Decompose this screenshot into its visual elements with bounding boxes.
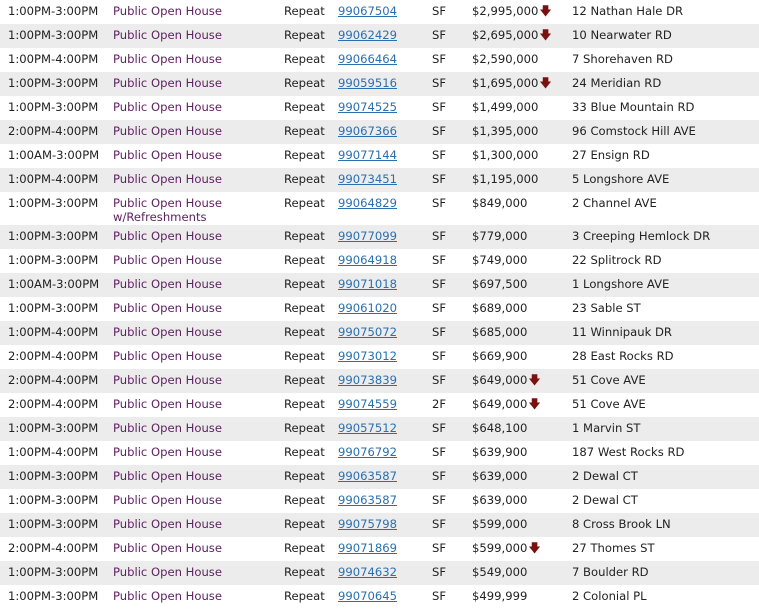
price-reduced-down-arrow-icon: 🡇	[539, 28, 552, 42]
price-cell	[472, 301, 527, 315]
repeat-status: Repeat	[284, 100, 325, 114]
list-price: $2,995,000	[472, 4, 539, 18]
property-address: 22 Splitrock RD	[572, 253, 662, 267]
event-type: Public Open House	[113, 325, 222, 339]
event-type: Public Open House	[113, 124, 222, 138]
property-type: SF	[432, 373, 447, 387]
event-type: Public Open House	[113, 493, 222, 507]
event-type: Public Open House	[113, 397, 222, 411]
table-row	[0, 489, 759, 513]
mls-number-link[interactable]: 99061020	[338, 301, 398, 315]
price-reduced-down-arrow-icon: 🡇	[528, 373, 541, 387]
event-type: Public Open House	[113, 445, 222, 459]
mls-number-link[interactable]: 99075072	[338, 325, 398, 339]
mls-number-link[interactable]: 99070645	[338, 589, 398, 603]
price-cell	[472, 124, 538, 138]
repeat-status: Repeat	[284, 421, 325, 435]
event-type: Public Open House	[113, 253, 222, 267]
event-type: Public Open House	[113, 421, 222, 435]
property-address: 2 Channel AVE	[572, 196, 657, 210]
table-row	[0, 393, 759, 417]
mls-number-link[interactable]: 99064918	[338, 253, 398, 267]
property-type: SF	[432, 589, 447, 603]
list-price: $779,000	[472, 229, 528, 243]
repeat-status: Repeat	[284, 124, 325, 138]
open-house-time: 1:00PM-3:00PM	[8, 565, 99, 579]
table-row	[0, 48, 759, 72]
table-row	[0, 168, 759, 192]
repeat-status: Repeat	[284, 493, 325, 507]
event-type: Public Open House	[113, 541, 222, 555]
repeat-status: Repeat	[284, 4, 325, 18]
repeat-status: Repeat	[284, 517, 325, 531]
property-type: SF	[432, 469, 447, 483]
table-row	[0, 72, 759, 96]
repeat-status: Repeat	[284, 172, 325, 186]
property-address: 2 Dewal CT	[572, 469, 638, 483]
price-cell	[472, 172, 538, 186]
open-house-time: 1:00PM-3:00PM	[8, 100, 99, 114]
property-type: SF	[432, 253, 447, 267]
price-reduced-down-arrow-icon: 🡇	[528, 541, 541, 555]
mls-number-link[interactable]: 99063587	[338, 469, 398, 483]
repeat-status: Repeat	[284, 397, 325, 411]
mls-number-link[interactable]: 99063587	[338, 493, 398, 507]
repeat-status: Repeat	[284, 28, 325, 42]
price-cell	[472, 52, 538, 66]
event-type: Public Open House	[113, 52, 222, 66]
property-address: 12 Nathan Hale DR	[572, 4, 684, 18]
property-address: 8 Cross Brook LN	[572, 517, 671, 531]
price-cell	[472, 325, 527, 339]
open-house-time: 1:00PM-3:00PM	[8, 196, 99, 210]
table-row	[0, 144, 759, 168]
repeat-status: Repeat	[284, 373, 325, 387]
price-cell	[472, 196, 527, 210]
event-type: Public Open House	[113, 469, 222, 483]
open-house-time: 1:00PM-4:00PM	[8, 172, 99, 186]
open-house-time: 2:00PM-4:00PM	[8, 124, 99, 138]
repeat-status: Repeat	[284, 589, 325, 603]
list-price: $669,900	[472, 349, 528, 363]
list-price: $649,000	[472, 373, 528, 387]
mls-number-link[interactable]: 99074525	[338, 100, 398, 114]
mls-number-link[interactable]: 99059516	[338, 76, 398, 90]
mls-number-link[interactable]: 99066464	[338, 52, 398, 66]
list-price: $648,100	[472, 421, 528, 435]
event-type: Public Open House	[113, 4, 222, 18]
table-row	[0, 96, 759, 120]
mls-number-link[interactable]: 99057512	[338, 421, 398, 435]
open-house-time: 2:00PM-4:00PM	[8, 397, 99, 411]
mls-number-link[interactable]: 99073012	[338, 349, 398, 363]
list-price: $849,000	[472, 196, 528, 210]
event-type: Public Open House	[113, 277, 222, 291]
mls-number-link[interactable]: 99071018	[338, 277, 398, 291]
price-cell	[472, 253, 527, 267]
table-row	[0, 273, 759, 297]
mls-number-link[interactable]: 99073839	[338, 373, 398, 387]
property-address: 2 Dewal CT	[572, 493, 638, 507]
repeat-status: Repeat	[284, 148, 325, 162]
table-row	[0, 225, 759, 249]
list-price: $649,000	[472, 397, 528, 411]
mls-number-link[interactable]: 99064829	[338, 196, 398, 210]
open-house-time: 1:00PM-3:00PM	[8, 4, 99, 18]
open-house-time: 1:00PM-3:00PM	[8, 589, 99, 603]
property-address: 3 Creeping Hemlock DR	[572, 229, 711, 243]
table-row	[0, 24, 759, 48]
property-address: 5 Longshore AVE	[572, 172, 670, 186]
property-type: SF	[432, 517, 447, 531]
price-reduced-down-arrow-icon: 🡇	[539, 76, 552, 90]
price-cell	[472, 469, 527, 483]
price-cell	[472, 4, 552, 18]
price-cell	[472, 541, 541, 555]
repeat-status: Repeat	[284, 541, 325, 555]
price-cell	[472, 349, 527, 363]
open-house-time: 1:00PM-3:00PM	[8, 301, 99, 315]
price-cell	[472, 148, 538, 162]
property-address: 51 Cove AVE	[572, 397, 646, 411]
table-row	[0, 321, 759, 345]
event-type: Public Open House	[113, 565, 222, 579]
property-address: 27 Thomes ST	[572, 541, 655, 555]
repeat-status: Repeat	[284, 277, 325, 291]
repeat-status: Repeat	[284, 52, 325, 66]
list-price: $599,000	[472, 517, 528, 531]
open-house-time: 1:00AM-3:00PM	[8, 148, 100, 162]
property-address: 10 Nearwater RD	[572, 28, 672, 42]
repeat-status: Repeat	[284, 196, 325, 210]
repeat-status: Repeat	[284, 76, 325, 90]
list-price: $639,900	[472, 445, 528, 459]
event-type: Public Open House	[113, 301, 222, 315]
table-row	[0, 441, 759, 465]
table-row	[0, 537, 759, 561]
table-row	[0, 561, 759, 585]
repeat-status: Repeat	[284, 253, 325, 267]
list-price: $639,000	[472, 469, 528, 483]
table-row	[0, 297, 759, 321]
mls-number-link[interactable]: 99071869	[338, 541, 398, 555]
property-type: SF	[432, 301, 447, 315]
table-row	[0, 417, 759, 441]
property-type: SF	[432, 445, 447, 459]
list-price: $2,695,000	[472, 28, 539, 42]
repeat-status: Repeat	[284, 445, 325, 459]
open-house-time: 1:00PM-3:00PM	[8, 469, 99, 483]
open-house-time: 1:00PM-3:00PM	[8, 229, 99, 243]
open-house-time: 1:00PM-4:00PM	[8, 445, 99, 459]
event-type: Public Open House	[113, 373, 222, 387]
price-cell	[472, 565, 527, 579]
property-type: SF	[432, 277, 447, 291]
property-address: 33 Blue Mountain RD	[572, 100, 695, 114]
property-type: 2F	[432, 397, 447, 411]
event-type: Public Open House	[113, 589, 222, 603]
property-type: SF	[432, 349, 447, 363]
list-price: $697,500	[472, 277, 528, 291]
property-type: SF	[432, 325, 447, 339]
property-address: 96 Comstock Hill AVE	[572, 124, 696, 138]
list-price: $1,695,000	[472, 76, 539, 90]
repeat-status: Repeat	[284, 229, 325, 243]
property-address: 1 Longshore AVE	[572, 277, 670, 291]
price-cell	[472, 493, 527, 507]
price-cell	[472, 76, 552, 90]
property-type: SF	[432, 421, 447, 435]
property-type: SF	[432, 28, 447, 42]
table-row	[0, 120, 759, 144]
list-price: $685,000	[472, 325, 528, 339]
property-type: SF	[432, 541, 447, 555]
open-house-time: 1:00PM-3:00PM	[8, 493, 99, 507]
property-type: SF	[432, 229, 447, 243]
open-house-time: 1:00PM-4:00PM	[8, 52, 99, 66]
repeat-status: Repeat	[284, 349, 325, 363]
price-cell	[472, 229, 527, 243]
list-price: $639,000	[472, 493, 528, 507]
table-row	[0, 249, 759, 273]
event-type: Public Open House	[113, 349, 222, 363]
open-house-time: 1:00PM-3:00PM	[8, 253, 99, 267]
property-address: 7 Shorehaven RD	[572, 52, 673, 66]
property-address: 1 Marvin ST	[572, 421, 641, 435]
property-address: 27 Ensign RD	[572, 148, 650, 162]
list-price: $2,590,000	[472, 52, 539, 66]
mls-number-link[interactable]: 99074632	[338, 565, 398, 579]
property-address: 51 Cove AVE	[572, 373, 646, 387]
price-cell	[472, 397, 541, 411]
mls-number-link[interactable]: 99076792	[338, 445, 398, 459]
event-type: Public Open House	[113, 229, 222, 243]
mls-number-link[interactable]: 99067504	[338, 4, 398, 18]
list-price: $1,499,000	[472, 100, 539, 114]
open-house-time: 1:00PM-3:00PM	[8, 28, 99, 42]
table-row	[0, 465, 759, 489]
table-row	[0, 513, 759, 537]
property-address: 11 Winnipauk DR	[572, 325, 672, 339]
event-type: Public Open House w/Refreshments	[113, 196, 222, 224]
list-price: $749,000	[472, 253, 528, 267]
open-house-time: 1:00PM-3:00PM	[8, 517, 99, 531]
open-house-time: 2:00PM-4:00PM	[8, 349, 99, 363]
property-type: SF	[432, 4, 447, 18]
open-house-time: 2:00PM-4:00PM	[8, 373, 99, 387]
repeat-status: Repeat	[284, 325, 325, 339]
list-price: $689,000	[472, 301, 528, 315]
price-cell	[472, 28, 552, 42]
property-type: SF	[432, 196, 447, 210]
repeat-status: Repeat	[284, 565, 325, 579]
property-type: SF	[432, 76, 447, 90]
mls-number-link[interactable]: 99075798	[338, 517, 398, 531]
repeat-status: Repeat	[284, 301, 325, 315]
property-address: 2 Colonial PL	[572, 589, 647, 603]
property-type: SF	[432, 100, 447, 114]
price-cell	[472, 589, 527, 603]
event-type: Public Open House	[113, 148, 222, 162]
table-row	[0, 369, 759, 393]
property-address: 7 Boulder RD	[572, 565, 649, 579]
price-reduced-down-arrow-icon: 🡇	[539, 4, 552, 18]
list-price: $599,000	[472, 541, 528, 555]
mls-number-link[interactable]: 99077099	[338, 229, 398, 243]
list-price: $1,300,000	[472, 148, 539, 162]
event-type: Public Open House	[113, 172, 222, 186]
mls-number-link[interactable]: 99077144	[338, 148, 398, 162]
open-house-time: 1:00PM-3:00PM	[8, 76, 99, 90]
price-cell	[472, 445, 527, 459]
price-cell	[472, 277, 527, 291]
property-type: SF	[432, 148, 447, 162]
event-type: Public Open House	[113, 76, 222, 90]
list-price: $549,000	[472, 565, 528, 579]
property-address: 24 Meridian RD	[572, 76, 662, 90]
property-address: 187 West Rocks RD	[572, 445, 685, 459]
property-type: SF	[432, 124, 447, 138]
open-house-time: 1:00PM-3:00PM	[8, 421, 99, 435]
property-address: 28 East Rocks RD	[572, 349, 674, 363]
property-type: SF	[432, 493, 447, 507]
mls-number-link[interactable]: 99073451	[338, 172, 398, 186]
event-type: Public Open House	[113, 517, 222, 531]
property-type: SF	[432, 172, 447, 186]
price-cell	[472, 421, 527, 435]
mls-number-link[interactable]: 99074559	[338, 397, 398, 411]
price-cell	[472, 373, 541, 387]
price-cell	[472, 517, 527, 531]
table-row	[0, 345, 759, 369]
list-price: $1,195,000	[472, 172, 539, 186]
list-price: $1,395,000	[472, 124, 539, 138]
price-cell	[472, 100, 538, 114]
event-type: Public Open House	[113, 28, 222, 42]
repeat-status: Repeat	[284, 469, 325, 483]
mls-number-link[interactable]: 99067366	[338, 124, 398, 138]
property-type: SF	[432, 52, 447, 66]
event-type: Public Open House	[113, 100, 222, 114]
open-house-time: 1:00AM-3:00PM	[8, 277, 100, 291]
property-address: 23 Sable ST	[572, 301, 641, 315]
table-row	[0, 192, 759, 225]
table-row	[0, 585, 759, 609]
property-type: SF	[432, 565, 447, 579]
open-house-time: 2:00PM-4:00PM	[8, 541, 99, 555]
mls-number-link[interactable]: 99062429	[338, 28, 398, 42]
list-price: $499,999	[472, 589, 528, 603]
open-house-time: 1:00PM-4:00PM	[8, 325, 99, 339]
price-reduced-down-arrow-icon: 🡇	[528, 397, 541, 411]
table-row	[0, 0, 759, 24]
